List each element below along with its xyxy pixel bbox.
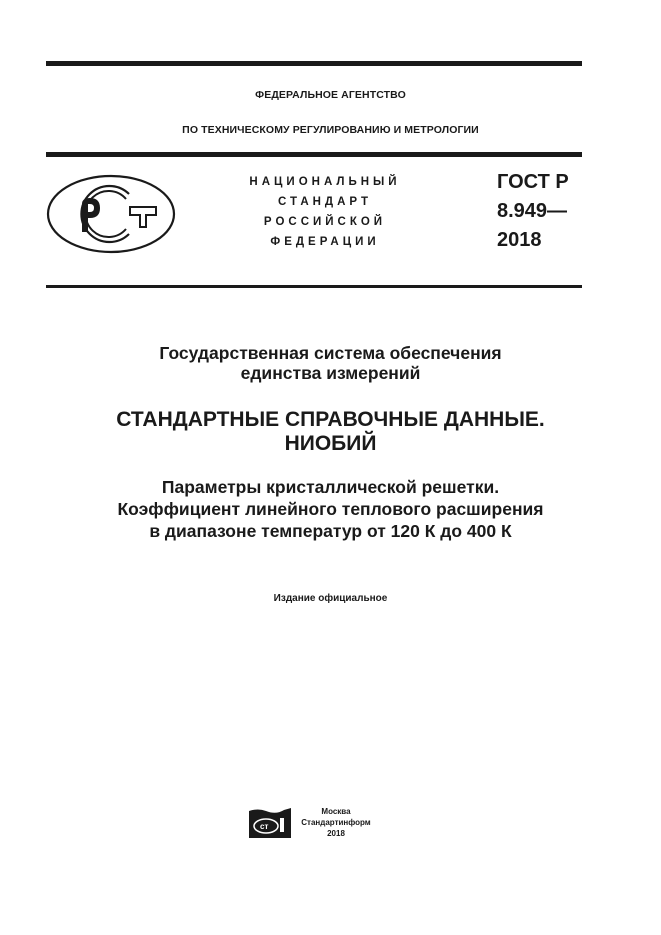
designation-line-1: ГОСТ Р	[497, 171, 569, 193]
system-title	[0, 343, 661, 383]
subtitle	[0, 476, 661, 542]
agency-line-1: ФЕДЕРАЛЬНОЕ АГЕНТСТВО	[255, 89, 406, 101]
main-title-line-1: СТАНДАРТНЫЕ СПРАВОЧНЫЕ ДАННЫЕ.	[116, 408, 545, 431]
natstd-line-1: НАЦИОНАЛЬНЫЙ	[249, 176, 401, 188]
agency-line-2: ПО ТЕХНИЧЕСКОМУ РЕГУЛИРОВАНИЮ И МЕТРОЛОГИИ	[182, 124, 479, 136]
standartinform-logo-icon	[248, 807, 292, 839]
top-rule	[46, 61, 582, 66]
main-title-line-2: НИОБИЙ	[284, 432, 377, 455]
publisher-name: Стандартинформ	[301, 818, 371, 827]
designation-line-3: 2018	[497, 229, 542, 251]
subtitle-line-2: Коэффициент линейного теплового расширения	[117, 499, 544, 519]
publisher-block	[296, 806, 376, 839]
title-block-rule	[46, 285, 582, 288]
system-title-line-2: единства измерений	[240, 363, 421, 383]
header-rule	[46, 152, 582, 157]
natstd-line-2: СТАНДАРТ	[278, 196, 372, 208]
publisher-city: Москва	[321, 807, 351, 816]
publisher-year: 2018	[327, 829, 345, 838]
subtitle-line-1: Параметры кристаллической решетки.	[161, 477, 500, 497]
standard-designation	[497, 168, 569, 255]
subtitle-line-3: в диапазоне температур от 120 К до 400 К	[149, 521, 512, 541]
natstd-line-3: РОССИЙСКОЙ	[263, 216, 387, 228]
edition-label: Издание официальное	[273, 593, 388, 604]
system-title-line-1: Государственная система обеспечения	[159, 343, 502, 363]
natstd-line-4: ФЕДЕРАЦИИ	[270, 236, 380, 248]
svg-text:ст: ст	[260, 822, 269, 831]
rst-certification-mark-icon	[46, 174, 176, 254]
main-title	[0, 408, 661, 456]
national-standard-label	[245, 172, 405, 252]
designation-line-2: 8.949—	[497, 200, 568, 222]
